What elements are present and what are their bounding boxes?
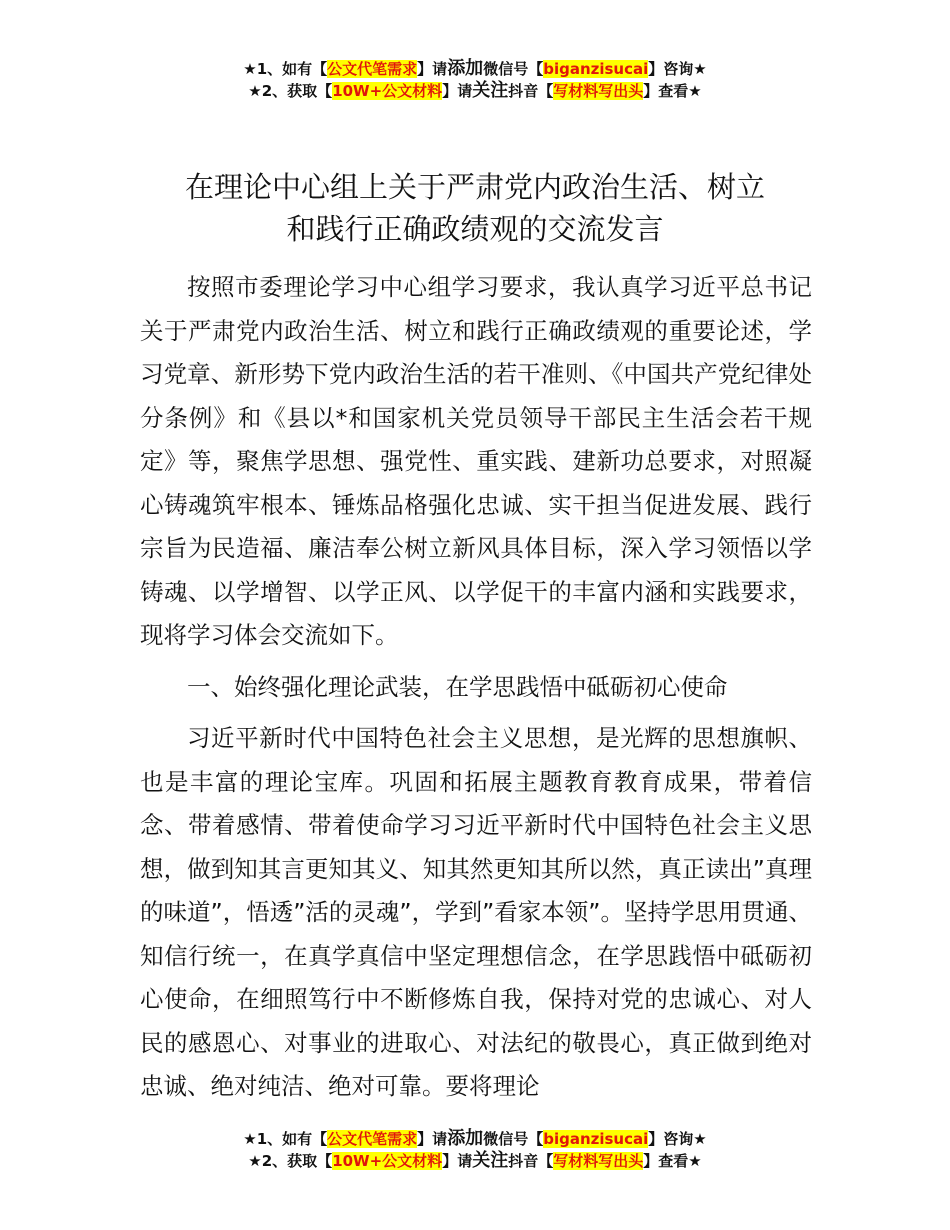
paragraph-intro: 按照市委理论学习中心组学习要求，我认真学习近平总书记关于严肃党内政治生活、树立和践行正确政绩观的重要论述，学习党章、新形势下党内政治生活的若干准则、《中国共产党纪律处分条例》和《县以*和国家机关党员领导干部民主生活会若干规定》等，聚焦学思想、强党性、重实践、建新功总要求，对照凝心铸魂筑牢根本、锤炼品格强化忠诚、实干担当促进发展、践行宗旨为民造福、廉洁奉公树立新风具体目标，深入学习领悟以学铸魂、以学增智、以学正风、以学促干的丰富内涵和实践要求，现将学习体会交流如下。	[140, 273, 812, 649]
banner-text: 】请	[417, 60, 448, 78]
banner-emphasis: 添加	[447, 58, 484, 79]
banner-line-1	[0, 58, 950, 80]
footer-banner	[0, 1128, 950, 1172]
title-line-2: 和践行正确政绩观的交流发言	[286, 212, 664, 246]
banner-text: 微信号【	[483, 1130, 544, 1148]
banner-highlight: biganzisucai	[543, 60, 649, 78]
section-heading-1: 一、始终强化理论武装，在学思践悟中砥砺初心使命	[187, 672, 728, 701]
banner-text: ★2、获取【	[248, 1152, 333, 1170]
banner-highlight: 公文代笔需求	[327, 60, 418, 78]
banner-emphasis: 关注	[472, 80, 509, 101]
title-line-1: 在理论中心组上关于严肃党内政治生活、树立	[184, 170, 765, 204]
banner-text: 】咨询★	[648, 1130, 707, 1148]
banner-line-2	[0, 80, 950, 102]
banner-highlight: 公文代笔需求	[327, 1130, 418, 1148]
banner-text: 】查看★	[643, 82, 702, 100]
banner-highlight: 10W+公文材料	[332, 82, 443, 100]
banner-line-2	[0, 1150, 950, 1172]
banner-text: 抖音【	[508, 82, 554, 100]
banner-text: 】请	[417, 1130, 448, 1148]
banner-text: 抖音【	[508, 1152, 554, 1170]
banner-highlight: 10W+公文材料	[332, 1152, 443, 1170]
document-body	[140, 266, 812, 1109]
banner-text: 】查看★	[643, 1152, 702, 1170]
banner-text: 】请	[442, 1152, 473, 1170]
banner-highlight: 写材料写出头	[553, 1152, 644, 1170]
header-banner	[0, 58, 950, 102]
banner-text: ★1、如有【	[243, 1130, 328, 1148]
document-title	[100, 166, 850, 250]
banner-text: ★2、获取【	[248, 82, 333, 100]
banner-text: 微信号【	[483, 60, 544, 78]
banner-highlight: biganzisucai	[543, 1130, 649, 1148]
banner-emphasis: 添加	[447, 1128, 484, 1149]
banner-emphasis: 关注	[472, 1150, 509, 1171]
banner-highlight: 写材料写出头	[553, 82, 644, 100]
banner-text: ★1、如有【	[243, 60, 328, 78]
banner-text: 】请	[442, 82, 473, 100]
paragraph-section-1: 习近平新时代中国特色社会主义思想，是光辉的思想旗帜、也是丰富的理论宝库。巩固和拓展主题教育教育成果，带着信念、带着感情、带着使命学习习近平新时代中国特色社会主义思想，做到知其言更知其义、知其然更知其所以然，真正读出”真理的味道”，悟透”活的灵魂”，学到”看家本领”。坚持学思用贯通、知信行统一，在真学真信中坚定理想信念，在学思践悟中砥砺初心使命，在细照笃行中不断修炼自我，保持对党的忠诚心、对人民的感恩心、对事业的进取心、对法纪的敬畏心，真正做到绝对忠诚、绝对纯洁、绝对可靠。要将理论	[140, 724, 812, 1100]
banner-line-1	[0, 1128, 950, 1150]
banner-text: 】咨询★	[648, 60, 707, 78]
